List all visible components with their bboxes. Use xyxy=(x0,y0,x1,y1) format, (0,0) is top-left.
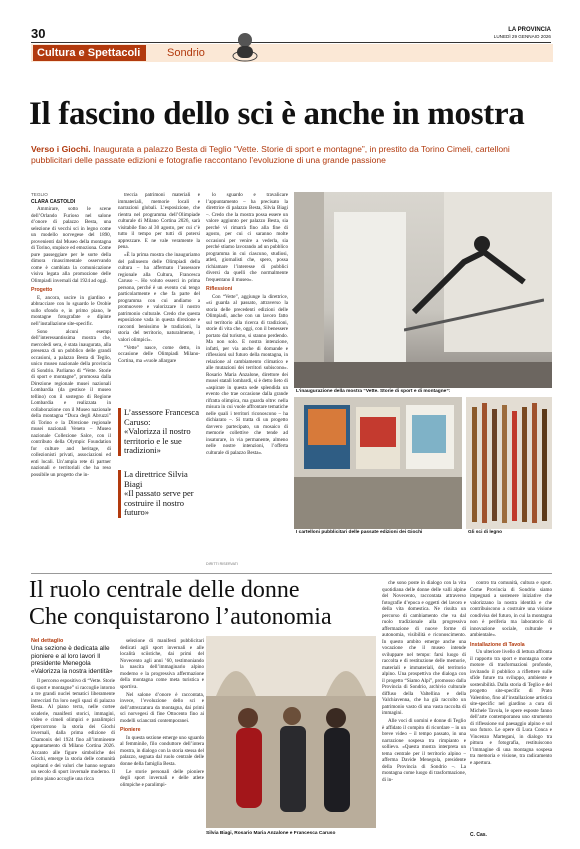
paper-name: LA PROVINCIA xyxy=(508,27,551,33)
dateline: TEGLIO xyxy=(31,192,48,197)
paragraph: Con “Vette”, aggiunge la direttrice, «si guarda al passato, attraverso la storia delle precedenti edizioni delle Olimpiadi, anche con un lavoro fatto sul territorio alla ricerca di tradizioni, storie di vita che, oggi, con il benessere portato dal turismo, si stanno perdendo. Ma non solo. E nostra intenzione, infatti, per via anche di domande e riflessioni sul futuro della montagna, in relazione al cambiamento climatico e alle mutazioni dei territori subiscono». Rosario Maria Anzalone, direttore dei musei statali lombardi, si è detto lieto di «aspirare in questa sede splendida un evento che trae occasione dalla grande rifratta olimpica, ma guarda oltre: nella misura in cui vuole affrontare tematiche nelle quali i territori riconoscono – ha dichiarato –. Si tratta di un progetto davvero partecipato, un mosaico di memorie collettive che tende ad insaturare, in via permanente, almeno nelle nostre intenzioni, l’offerta culturale di palazzo Besta». xyxy=(206,293,288,456)
paragraph: E, ancora, uscire in giardino e abbracciare con lo sguardo le Orobie sullo sfondo e, in primo piano, le montagne fotografate e dipinte nell’installazione site-specific. xyxy=(31,294,111,327)
pull-quote-1 xyxy=(118,408,206,456)
article2-col3 xyxy=(382,580,466,840)
article2-col2 xyxy=(120,638,204,830)
photo-posters xyxy=(294,397,462,529)
paragraph: Nel salone d’onore è raccontata, invece, l’evoluzione dello sci e dell’attrezzatura da montagna, dai primi sci norvegesi di fine Ottocento fino ai modelli sciancrati contemporanei. xyxy=(120,691,204,724)
article1-col3 xyxy=(206,192,288,560)
headline-main: Il fascino dello sci è anche in mostra xyxy=(29,96,525,132)
photo-group xyxy=(206,636,376,828)
standfirst xyxy=(31,144,551,166)
subhead: Pioniere xyxy=(120,727,141,733)
section-bar xyxy=(31,42,551,43)
article2-col1 xyxy=(31,678,115,828)
photo-exhibition-hall xyxy=(294,192,552,388)
paragraph: «È la prima mostra che inauguriamo del palinsesto delle Olimpiadi della cultura – ha affermato l’assessore regionale alla Cultura, Francesca Caruso –. Ho voluto esserci in prima persona, perché è un evento cui tengo particolarmente e che fa parte del programma con cui andiamo a promuovere e valorizzare il nostro patrimonio culturale. Credo che questa esposizione vada in questa direzione e racconti benissimo le tradizioni, la storia del territorio, naturalmente, i valori olimpici». xyxy=(118,252,200,343)
portrait-emblem xyxy=(232,28,258,62)
photo-credit: DIRITTI RISERVATI xyxy=(206,562,238,566)
paragraph: In questa sezione emerge uno sguardo al femminile, filo conduttore dell’intera mostra, in dialogo con la storia stessa del palazzo, segnata dal ruolo centrale delle donne della famiglia Besta. xyxy=(120,734,204,767)
signoff: C. Cas. xyxy=(470,832,487,838)
headline-second-line1: Il ruolo centrale delle donne xyxy=(29,577,300,603)
paragraph: Alle voci di uomini e donne di Teglio è affidato il compito di ricordare – in un breve video – il tempo passato, in una narrazione sospesa tra rimpianto e sollievo. «Questa mostra interpreta un tema centrale per il territorio alpino – afferma Davide Menegola, presidente della Provincia di Sondrio –. La montagna come luogo di trasformazione, di in- xyxy=(382,718,466,783)
subhead: Riflessioni xyxy=(206,286,233,292)
page-number: 30 xyxy=(31,26,46,41)
paragraph: Ammirare, sotto le scene dell’Orlando Furioso nel salone d’onore di palazzo Besta, una selezione di vecchi sci in legno come un modello norvegese del 1890, provenienti dal Museo della montagna di Torino, stupisce ed emoziona. Come pure passeggiare per le sorte della dimora rinascimentale osservando come è cambiata la comunicazione visiva legata alla promozione delle Olimpiadi invernali dal 1924 ad oggi. xyxy=(31,206,111,284)
headline-second-line2: Che conquistarono l’autonomia xyxy=(29,604,332,630)
caption-posters: I cartelloni pubblicitari delle passate edizioni dei Giochi xyxy=(296,530,423,535)
section-label xyxy=(33,45,146,61)
caption-main: L’inaugurazione della mostra “Vette. Storie di sport e di montagne”: xyxy=(296,389,451,394)
paragraph: Il percorso espositivo di “Vette. Storie di sport e montagne” si raccoglie intorno a tre grandi nuclei tematici liberamente intrecciati fra loro negli spazi di palazzo Besta. Al piano terra, nelle cortee scuderie, manifesti storici, immagini, video e cimeli olimpici e paralimpici ripercorrono la storia dei Giochi invernali, dalla prima edizione di Chamonix del 1924 fino all’imminente appuntamento di Milano Cortina 2026. Accanto alle figure simboliche dei Giochi, emerge la storia delle comunità ospitanti e dei valori che hanno segnato un secolo di sport invernale moderno. Il primo piano accoglie una ricca xyxy=(31,678,115,782)
article1-col2 xyxy=(118,192,200,402)
subhead: Installazione di Tavola xyxy=(470,641,525,648)
paragraph: selezione di manifesti pubblicitari dedicati agli sport invernali e alle località sciistiche, dai primi del Novecento agli anni ’60, testimoniando la nascita dell’immaginario alpino moderno e la progressiva affermazione della montagna come meta turistica e sportiva. xyxy=(120,638,204,690)
byline: CLARA CASTOLDI xyxy=(31,199,76,205)
photo-skis xyxy=(466,397,552,529)
subhead: Progetto xyxy=(31,287,53,293)
kicker: Verso i Giochi. xyxy=(31,144,91,154)
paragraph: che sono poste in dialogo con la vita quotidiana delle donne delle valli alpine del Novecento, raccontata attraverso fotografie d’epoca e oggetti del lavoro e della vita domestica. Ne risulta un percorso di cambiamento che va dal ruolo tradizionale alla progressiva affermazione di nuove forme di autonomia, visibilità e riconoscimento. In questo ambito emerge anche una vocazione che il museo intende sviluppare nel tempo: farsi luogo di raccolta e di restituzione delle memorie, materiali e immateriali, del territorio alpino. Una prospettiva che dialoga con il progetto “Siamo Alpi”, promosso dalla Provincia di Sondrio, archivio culturale diffuso della Valtellina e della Valchiavenna, che ha già raccolto un patrimonio vasto di una vasta raccolta di immagini. xyxy=(382,580,466,716)
standfirst-text: Inaugurata a palazzo Besta di Teglio “Vette. Storie di sport e montagne”, in prestito da Torino Cimeli, cartelloni pubblicitari delle passate edizioni e fotografie raccontano l’evoluzione di una grande passione xyxy=(31,144,510,165)
paragraph: Le storie personali delle pioniere degli sport invernali e delle atlete olimpiche e paralimpi- xyxy=(120,768,204,788)
section-location: Sondrio xyxy=(167,47,205,59)
side-standfirst: Una sezione è dedicata alle pioniere e al loro lavori Il presidente Menegola «Valorizza la nostra identità» xyxy=(31,645,113,675)
section-name: Cultura e Spettacoli xyxy=(37,47,141,59)
pull-quote-2 xyxy=(118,470,206,518)
paragraph: treccia patrimoni materiali e immateriali, memorie locali e narrazioni globali. L’esposizione, che rientra nel programma dell’Olimpiade culturale di Milano Cortina 2026, sarà visitabile fino al 30 agosto, per cui c’è tutto il tempo per tutti di potersi apprezzare. E ne vale veramente la pena. xyxy=(118,192,200,250)
caption-skis: Gli sci di legno xyxy=(468,530,503,535)
article1-col1 xyxy=(31,206,111,564)
article2-col4 xyxy=(470,580,552,830)
paragraph: “Vette” nasce, come detto, in occasione delle Olimpiadi Milano-Cortina, ma «vuole allargare xyxy=(118,344,200,364)
paper-date: LUNEDÌ 29 GENNAIO 2026 xyxy=(493,34,551,39)
pull-quote-text: «Valorizza il nostro territorio e le sue tradizioni» xyxy=(124,426,191,455)
pull-quote-text: «Il passato serve per costruire il nostro futuro» xyxy=(124,488,194,517)
paragraph: Sono alcuni esempi dell’interessantissima mostra che, mercoledì sera, è stata inaugurata, alla presenza di un pubblico delle grandi occasioni, a palazzo Besta di Teglio, unico museo nazionale della provincia di Sondrio. Parliamo di “Vette. Storie di sport e montagne”, promossa dalla Direzione regionale musei nazionali Lombardia (da gestisce il museo tellino) con il sostegno di Regione Lombardia e realizzata in collaborazione con il Museo nazionale della montagna “Duca degli Abruzzi” di Torino e la Direzione regionale musei nazionali Veneto – Museo nazionale Collezione Salce, con il contributo della Olympic Foundation for culture and heritage, di collezionisti privati, associazioni ed enti locali. Un’ampia rete di partner nazionali e territoriali che ha reso possibile un progetto che in- xyxy=(31,328,111,478)
article-divider xyxy=(31,573,552,574)
pull-quote-who: La direttrice Silvia Biagi xyxy=(124,469,188,489)
side-label: Nel dettaglio xyxy=(31,638,64,644)
pull-quote-who: L’assessore Francesca Caruso: xyxy=(124,407,199,427)
caption-group: Silvia Biagi, Rosario Maria Anzalone e Francesca Caruso xyxy=(206,831,336,836)
paragraph: Un ulteriore livello di lettura affronta il rapporto tra sport e montagna come motore di trasformazioni profonde, invitando il pubblico a riflettere sulle sfide future tra sviluppo, ambiente e sostenibilità. Dalla storia di Teglio e del progetto site-specific di Prato Valentino, fino all’installazione artistica site-specific nel giardino a cura di Michele Tavola, le opere esposte fanno dell’arte contemporanea uno strumento di riflessione sul paesaggio alpino e sul suo futuro. Le opere di Luca Conca e Vincenzo Martegani, in dialogo tra pittura e fotografia, restituiscono l’immagine di una montagna sospesa tra memoria e visione, tra radicamento e apertura. xyxy=(470,649,552,766)
paragraph: lo sguardo e travalicare l’appuntamento – ha precisato la direttrice di palazzo Besta, Silvia Biagi –. Credo che la mostra possa essere un valore aggiunto per palazzo Besta, sia perché vi rimarrà fino alla fine di agosto, per cui ci saranno molte occasioni per venire a vederla, sia perché stiamo lavorando ad un pubblico programma in cui ciascuno, studiosi, atleti, giornalisti che, spero, possa richiamare l’interesse di pubblici diversi da quelli che normalmente frequentano il museo». xyxy=(206,192,288,283)
paragraph: contro tra comunità, cultura e sport. Come Provincia di Sondrio siamo impegnati a sostenere iniziative che valorizzano la nostra identità e che contribuiscono a costruire una visione condivisa del futuro, in cui la montagna non è periferia ma laboratorio di innovazione sociale, culturale e ambientale». xyxy=(470,580,552,638)
